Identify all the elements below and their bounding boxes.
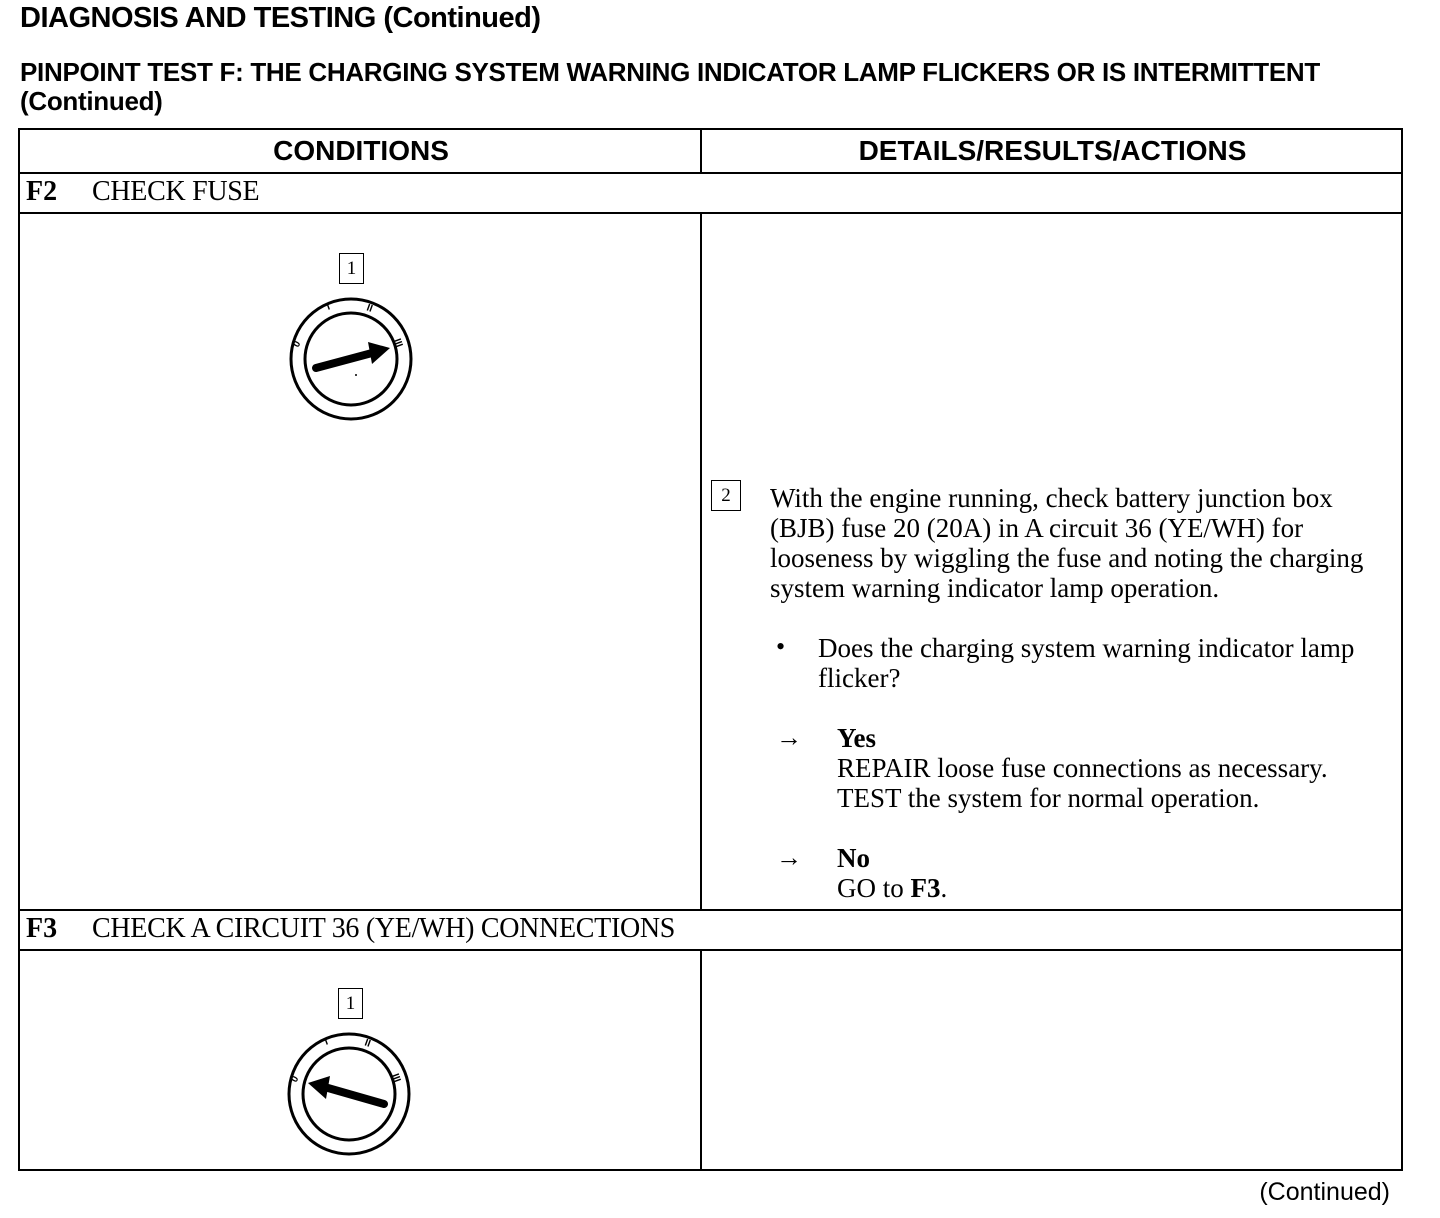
column-divider <box>700 949 702 1171</box>
result-arrow-no: → <box>776 843 802 872</box>
result-arrow-yes: → <box>776 723 802 752</box>
action-verb: REPAIR <box>837 753 931 783</box>
callout-1: 1 <box>339 253 364 284</box>
step-row-f2 <box>26 173 259 211</box>
column-header-conditions: CONDITIONS <box>273 135 449 166</box>
column-header-details: DETAILS/RESULTS/ACTIONS <box>858 135 1247 166</box>
dial-label: III <box>389 1072 403 1084</box>
step-title: CHECK FUSE <box>92 176 260 207</box>
callout-2: 2 <box>711 480 741 511</box>
ignition-switch-run-icon <box>286 296 418 422</box>
dial-label: II <box>362 1037 372 1050</box>
step-rule <box>20 212 1401 214</box>
action-verb: GO <box>837 873 876 903</box>
step-id: F2 <box>26 176 58 207</box>
dial-label: II <box>364 302 374 315</box>
result-no <box>837 843 1407 903</box>
dial-label: I <box>323 1036 330 1048</box>
result-label-no: No <box>837 843 870 873</box>
step-question: Does the charging system warning indicator lamp flicker? <box>818 633 1355 693</box>
ignition-switch-off-icon <box>284 1031 416 1157</box>
step-row-f3 <box>26 910 675 948</box>
dial-label: 0 <box>289 1074 302 1085</box>
step-id: F3 <box>26 913 58 944</box>
action-text: to <box>876 873 911 903</box>
step-rule <box>20 949 1401 951</box>
pinpoint-test-title: PINPOINT TEST F: THE CHARGING SYSTEM WARNING INDICATOR LAMP FLICKERS OR IS INTERMITTENT (Continued) <box>20 57 1320 116</box>
action-text: loose fuse connections as necessary. <box>930 753 1328 783</box>
result-yes <box>837 723 1407 813</box>
dial-label: III <box>391 337 405 349</box>
step-title: CHECK A CIRCUIT 36 (YE/WH) CONNECTIONS <box>92 913 676 944</box>
bullet: • <box>776 632 786 661</box>
result-label-yes: Yes <box>837 723 876 753</box>
dial-label: I <box>325 301 332 313</box>
continued-footer: (Continued) <box>1259 1178 1390 1206</box>
step-link-f3: F3 <box>910 873 941 903</box>
action-text: the system for normal operation. <box>901 783 1260 813</box>
page-title: DIAGNOSIS AND TESTING (Continued) <box>20 2 541 34</box>
step-instruction: With the engine running, check battery junction box (BJB) fuse 20 (20A) in A circuit 36 (YE/WH) for looseness by wiggling the fuse and noting the charging system warning indicator lamp operation. <box>770 483 1364 603</box>
action-text: . <box>940 873 948 903</box>
header-divider <box>700 130 702 172</box>
action-verb: TEST <box>837 783 902 813</box>
callout-1: 1 <box>338 988 363 1019</box>
column-divider <box>700 212 702 909</box>
dial-label: 0 <box>291 339 304 350</box>
